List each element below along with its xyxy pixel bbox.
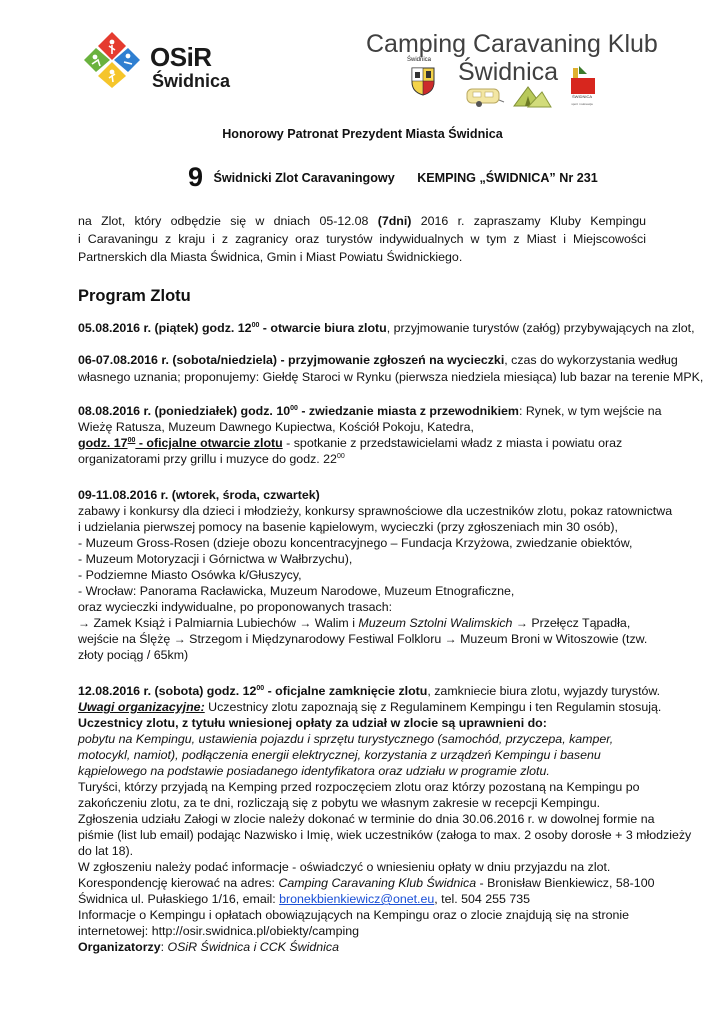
- intro-line-3: Partnerskich dla Miasta Świdnica, Gmin i Miast Powiatu Świdnickiego.: [78, 250, 463, 264]
- arrow-right-icon: →: [78, 616, 90, 630]
- svg-text:ŚWIDNICA: ŚWIDNICA: [572, 94, 592, 99]
- notes-line-10: do lat 18).: [78, 844, 134, 858]
- notes-line-9: piśmie (list lub email) podając Nazwisko i Imię, wiek uczestników (załoga to max. 2 osoby dorosłe + 3 młodzieży: [78, 828, 692, 842]
- notes-line-4: motocykl, namiot), podłączenia energii elektrycznej, korzystania z urządzeń Kempingu i basenu: [78, 748, 601, 762]
- event-name: Świdnicki Zlot Caravaningowy: [213, 170, 395, 185]
- contact-email-link[interactable]: bronekbienkiewicz@onet.eu: [279, 892, 435, 906]
- day-09-11-line-6: - Wrocław: Panorama Racławicka, Muzeum Narodowe, Muzeum Etnograficzne,: [78, 584, 515, 598]
- notes-line-11: W zgłoszeniu należy podać informacje - oświadczyć o wniesieniu opłaty w dniu przyjazdu na zlot.: [78, 860, 611, 874]
- day-09-11-line-4: - Muzeum Motoryzacji i Górnictwa w Wałbrzychu),: [78, 552, 353, 566]
- cck-title-line1: Camping Caravaning Klub: [366, 30, 658, 58]
- city-crest-icon: [410, 66, 436, 96]
- tent-small-icon: [522, 88, 552, 108]
- notes-line-2: Uczestnicy zlotu, z tytułu wniesionej opłaty za udział w zlocie są uprawnieni do:: [78, 716, 547, 730]
- osir-logo: [82, 24, 232, 104]
- notes-line-3: pobytu na Kempingu, ustawienia pojazdu i sprzętu turystycznego (samochód, przyczepa, kamper,: [78, 732, 614, 746]
- caravan-icon: [465, 86, 505, 108]
- notes-line-15: internetowej: http://osir.swidnica.pl/obiekty/camping: [78, 924, 359, 938]
- patronage-line: Honorowy Patronat Prezydent Miasta Świdnica: [222, 127, 503, 141]
- cck-title-line2: Świdnica: [458, 58, 559, 86]
- arrow-right-icon: →: [515, 616, 528, 630]
- day-09-11-line-5: - Podziemne Miasto Osówka k/Głuszycy,: [78, 568, 302, 582]
- intro-line-1: na Zlot, który odbędzie się w dniach 05-12.08 (7dni) 2016 r. zapraszamy Kluby Kempingu: [78, 214, 647, 228]
- notes-line-7: zakończeniu zlotu, za te dni, rozliczają się z pobytu we własnym zakresie w recepcji Kempingu.: [78, 796, 601, 810]
- notes-line-13: Świdnica ul. Pułaskiego 1/16, email: bronekbienkiewicz@onet.eu, tel. 504 255 735: [78, 892, 531, 906]
- intro-line-2: i Caravaningu z kraju i z zagranicy oraz turystów indywidualnych w tym z Miast i Miejscowości: [78, 232, 646, 246]
- day-09-11-line-8: → Zamek Książ i Palmiarnia Lubiechów → Walim i Muzeum Sztolni Walimskich → Przełęcz Tąpadła,: [78, 616, 631, 630]
- crest-label: Świdnica: [407, 57, 432, 63]
- day-09-11-line-1: zabawy i konkursy dla dzieci i młodzieży, konkursy sprawnościowe dla uczestników zlotu, pokaz ratownictwa: [78, 504, 673, 518]
- day-08-line-2: Wieżę Ratusza, Muzeum Dawnego Kupiectwa, Kościół Pokoju, Katedra,: [78, 420, 475, 434]
- day-08-entry: 08.08.2016 r. (poniedziałek) godz. $10^{00}$ - zwiedzanie miasta z przewodnikiem: Rynek, w tym wejście na: [78, 404, 662, 418]
- day-08-line-3: godz. $17^{00}$ - oficjalne otwarcie zlotu - spotkanie z przedstawicielami władz z miasta i powiatu oraz: [78, 436, 623, 450]
- notes-line-8: Zgłoszenia udziału Załogi w zlocie należy dokonać w terminie do dnia 30.06.2016 r. w dowolnej formie na: [78, 812, 655, 826]
- day-06-line-2: własnego uznania; proponujemy: Giełdę Staroci w Rynku (pierwsza niedziela miesiąca) lub bazar na terenie MPK,: [78, 370, 704, 384]
- day-06-entry: 06-07.08.2016 r. (sobota/niedziela) - przyjmowanie zgłoszeń na wycieczki, czas do wykorzystania według: [78, 353, 678, 367]
- notes-line-12: Korespondencję kierować na adres: Camping Caravaning Klub Świdnica - Bronisław Bienkiewicz, 58-100: [78, 876, 655, 890]
- osir-diamond-icon: [82, 30, 142, 90]
- day-08-line-4: organizatorami przy grillu i muzyce do godz. $22^{00}$: [78, 452, 345, 466]
- cck-letterhead: [360, 28, 660, 110]
- day-12-entry: 12.08.2016 r. (sobota) godz. $12^{00}$ - oficjalne zamknięcie zlotu, zamkniecie biura zlotu, wyjazdy turystów.: [78, 684, 661, 698]
- campsite-name: KEMPING „ŚWIDNICA” Nr 231: [417, 170, 598, 185]
- osir-logo-text: OSiR: [150, 42, 212, 72]
- day-09-11-line-7: oraz wycieczki indywidualne, po proponowanych trasach:: [78, 600, 393, 614]
- arrow-right-icon: →: [444, 632, 457, 646]
- organizers-line: Organizatorzy: OSiR Świdnica i CCK Świdnica: [78, 940, 339, 954]
- program-heading: Program Zlotu: [78, 287, 191, 305]
- notes-line-6: Turyści, którzy przyjadą na Kemping przed rozpoczęciem zlotu oraz którzy pozostaną na Kempingu po: [78, 780, 640, 794]
- event-edition-number: 9: [188, 162, 204, 192]
- notes-line-1: Uwagi organizacyjne: Uczestnicy zlotu zapoznają się z Regulaminem Kempingu i ten Regulamin stosują.: [78, 700, 662, 714]
- day-09-11-heading: 09-11.08.2016 r. (wtorek, środa, czwartek): [78, 488, 320, 502]
- event-title: [188, 162, 598, 193]
- day-09-11-line-2: i udzielania pierwszej pomocy na basenie kąpielowym, wycieczki (przy zgłoszeniach min 30 osób),: [78, 520, 618, 534]
- arrow-right-icon: →: [299, 616, 312, 630]
- svg-text:sport i rekreacja: sport i rekreacja: [571, 102, 593, 106]
- club-badge-icon: [565, 64, 599, 108]
- day-05-entry: 05.08.2016 r. (piątek) godz. $12^{00}$ - otwarcie biura zlotu, przyjmowanie turystów (załóg) przybywających na zlot,: [78, 321, 695, 335]
- day-09-11-line-10: złoty pociąg / 65km): [78, 648, 189, 662]
- arrow-right-icon: →: [173, 632, 186, 646]
- notes-line-5: kąpielowego na podstawie posiadanego identyfikatora oraz udziału w programie zlotu.: [78, 764, 550, 778]
- day-09-11-line-9: wejście na Ślężę → Strzegom i Międzynarodowy Festiwal Folkloru → Muzeum Broni w Witoszowie (tzw.: [78, 632, 648, 646]
- osir-logo-city: Świdnica: [152, 71, 231, 91]
- notes-line-14: Informacje o Kempingu i opłatach obowiązujących na Kempingu oraz o zlocie znajdują się na stronie: [78, 908, 630, 922]
- day-09-11-line-3: - Muzeum Gross-Rosen (dzieje obozu koncentracyjnego – Fundacja Krzyżowa, zwiedzanie obiektów,: [78, 536, 633, 550]
